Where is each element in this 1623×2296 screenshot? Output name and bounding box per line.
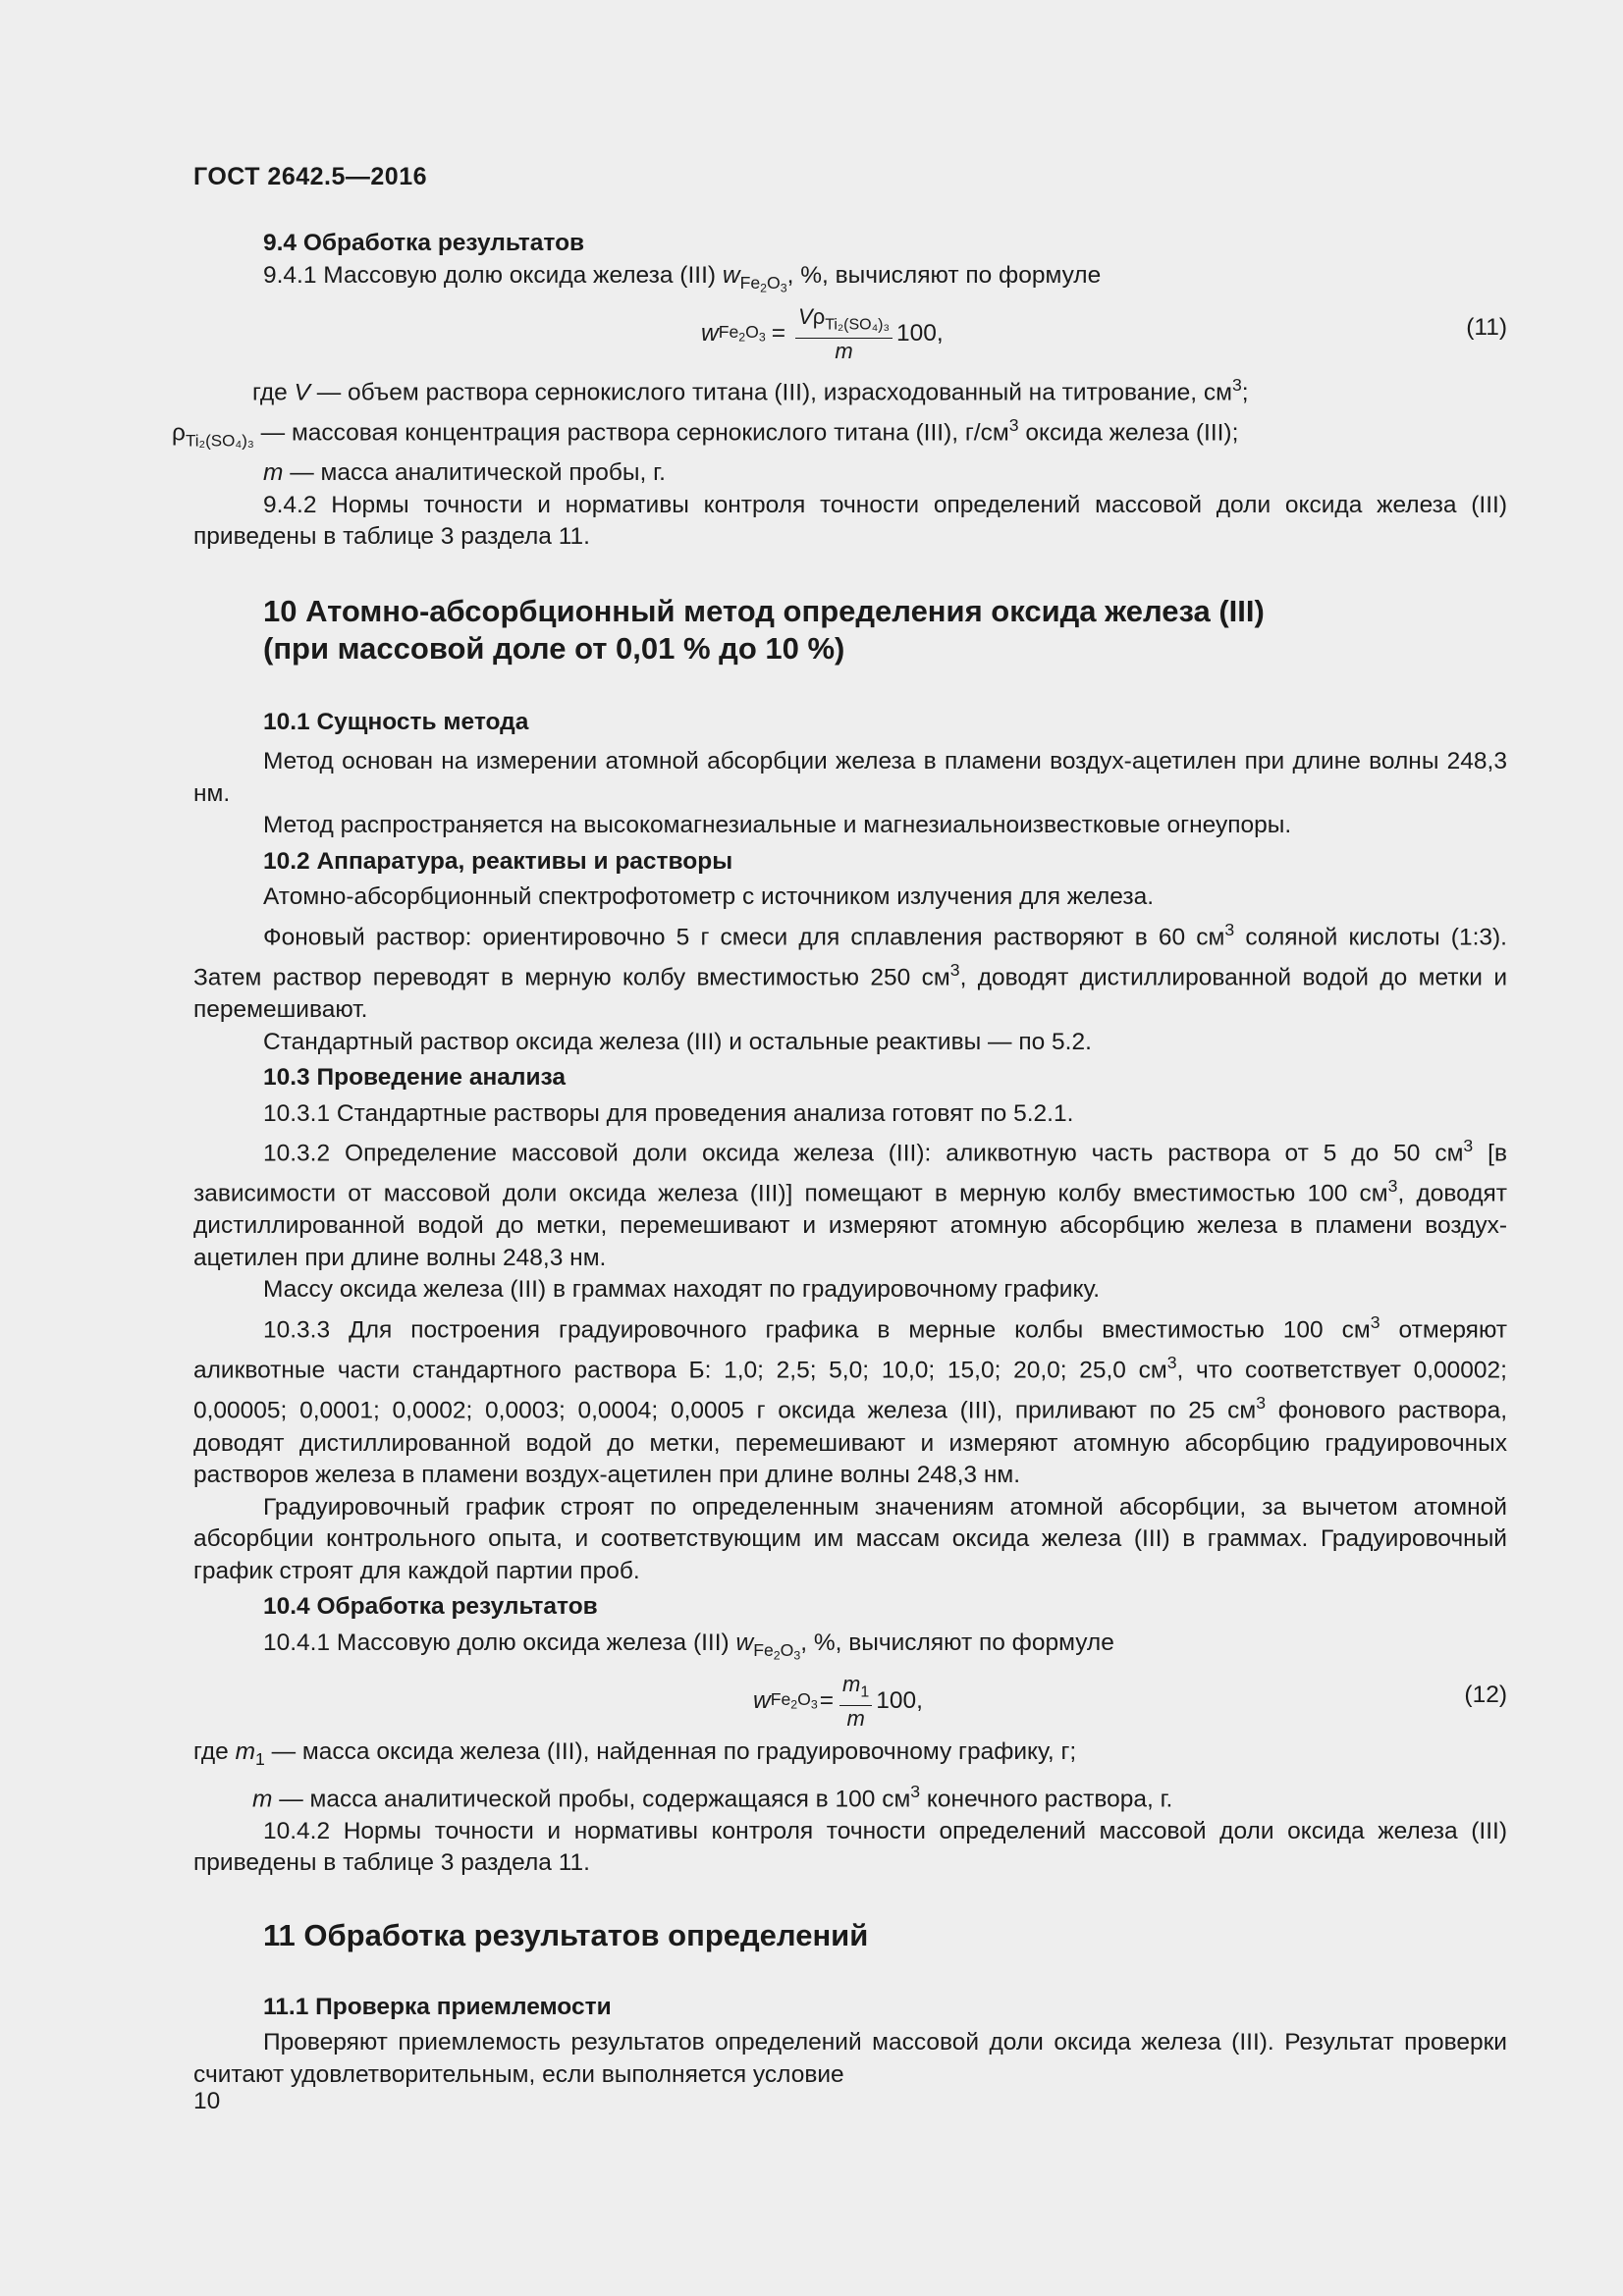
- section-10-4-title: 10.4 Обработка результатов: [263, 1593, 598, 1620]
- formula-11-fraction: $\frac{V\rho_{Ti_2(SO_4)_3}}{m}$: [795, 304, 893, 365]
- section-10-1-title: 10.1 Сущность метода: [263, 708, 529, 735]
- section-9-4-title: 9.4 Обработка результатов: [263, 230, 585, 256]
- section-10-title-line2: (при массовой доле от 0,01 % до 10 %): [263, 630, 845, 666]
- paragraph-10-3-1: 10.3.1 Стандартные растворы для проведения анализа готовят по 5.2.1.: [263, 1099, 1074, 1127]
- where-m1: где $m_1$ — масса оксида железа (III), найденная по градуировочному графику, г;: [193, 1737, 1077, 1770]
- where-rho: $\rho_{Ti_2(SO_4)_3}$ — массовая концентрация раствора сернокислого титана (III), $г/см^3$ оксида железа (III);: [172, 415, 1239, 451]
- paragraph-9-4-2: 9.4.2 Нормы точности и нормативы контроля точности определений массовой доли оксида железа (III) приведены в таблице 3 раздела 11.: [193, 491, 1507, 551]
- document-header: ГОСТ 2642.5—2016: [193, 163, 428, 190]
- paragraph-10-1-2: Метод распространяется на высокомагнезиальные и магнезиальноизвестковые огнеупоры.: [263, 812, 1292, 839]
- paragraph-9-4-1: 9.4.1 Массовую долю оксида железа (III) $w_{Fe_2O_3}$, %, вычисляют по формуле: [263, 261, 1102, 295]
- paragraph-10-3-3: Массу оксида железа (III) в граммах находят по градуировочному графику.: [263, 1276, 1101, 1304]
- formula-11-number: (11): [1466, 313, 1507, 341]
- paragraph-10-2-1: Атомно-абсорбционный спектрофотометр с источником излучения для железа.: [263, 883, 1155, 911]
- paragraph-10-1-1: Метод основан на измерении атомной абсорбции железа в пламени воздух-ацетилен при длине волны 248,3 нм.: [193, 748, 1507, 807]
- paragraph-10-3-5: Градуировочный график строят по определенным значениям атомной абсорбции, за вычетом атомной абсорбции контрольного опыта, и соответствующим им массам оксида железа (III) в граммах. Градуировочный график строят для каждой партии проб.: [193, 1493, 1507, 1584]
- paragraph-10-4-1: 10.4.1 Массовую долю оксида железа (III) $w_{Fe_2O_3}$, %, вычисляют по формуле: [263, 1629, 1114, 1663]
- paragraph-10-3-4: 10.3.3 Для построения градуировочного графика в мерные колбы вместимостью 100 $см^3$ отмеряют аликвотные части стандартного раствора Б: 1,0; 2,5; 5,0; 10,0; 15,0; 20,0; 25,0 $см^3$, что соответствует 0,00002; 0,00005; 0,0001; 0,0002; 0,0003; 0,0004; 0,0005 г оксида железа (III), приливают по 25 $см^3$ фонового раствора, доводят дистиллированной водой до метки, перемешивают и измеряют атомную абсорбцию градуировочных растворов железа в пламени воздух-ацетилен при длине волны 248,3 нм.: [193, 1311, 1508, 1488]
- section-10-2-title: 10.2 Аппаратура, реактивы и растворы: [263, 847, 733, 875]
- where-v: где V — объем раствора сернокислого титана (III), израсходованный на титрование, $см^3$;: [252, 374, 1249, 406]
- formula-12: w $Fe_2O_3$ = $\frac{m_1}{m}$ 100, (12): [753, 1671, 1507, 1732]
- paragraph-10-2-2: Фоновый раствор: ориентировочно 5 г смеси для сплавления растворяют в 60 $см^3$ соляной кислоты (1:3). Затем раствор переводят в мерную колбу вместимостью 250 $см^3$, доводят дистиллированной водой до метки и перемешивают.: [193, 919, 1507, 1024]
- section-10-title-line1: 10 Атомно-абсорбционный метод определения оксида железа (III): [263, 593, 1265, 628]
- formula-12-number: (12): [1464, 1681, 1507, 1708]
- paragraph-11-1-1: Проверяют приемлемость результатов определений массовой доли оксида железа (III). Результат проверки считают удовлетворительным, если выполняется условие: [193, 2029, 1507, 2088]
- where-m: m — масса аналитической пробы, г.: [263, 459, 666, 487]
- paragraph-10-2-3: Стандартный раствор оксида железа (III) и остальные реактивы — по 5.2.: [263, 1028, 1092, 1055]
- where-m-12: m — масса аналитической пробы, содержащаяся в 100 $см^3$ конечного раствора, г.: [252, 1781, 1173, 1813]
- formula-12-fraction: $\frac{m_1}{m}$: [839, 1672, 872, 1733]
- section-10-3-title: 10.3 Проведение анализа: [263, 1064, 567, 1092]
- paragraph-10-4-2: 10.4.2 Нормы точности и нормативы контроля точности определений массовой доли оксида железа (III) приведены в таблице 3 раздела 11.: [193, 1817, 1507, 1877]
- paragraph-10-3-2: 10.3.2 Определение массовой доли оксида железа (III): аликвотную часть раствора от 5 до 50 $см^3$ [в зависимости от массовой доли оксида железа (III)] помещают в мерную колбу вместимостью 100 $см^3$, доводят дистиллированной водой до метки, перемешивают и измеряют атомную абсорбцию железа в пламени воздух-ацетилен при длине волны 248,3 нм.: [193, 1136, 1507, 1271]
- formula-11: w $Fe_2O_3$ = $\frac{V\rho_{Ti_2(SO_4)_3}}{m}$ 100, (11): [701, 303, 1507, 364]
- section-11-1-title: 11.1 Проверка приемлемости: [263, 1993, 612, 2020]
- section-11-title: 11 Обработка результатов определений: [263, 1917, 869, 1952]
- page-content: [172, 228, 1508, 2091]
- page-number: 10: [193, 2088, 221, 2114]
